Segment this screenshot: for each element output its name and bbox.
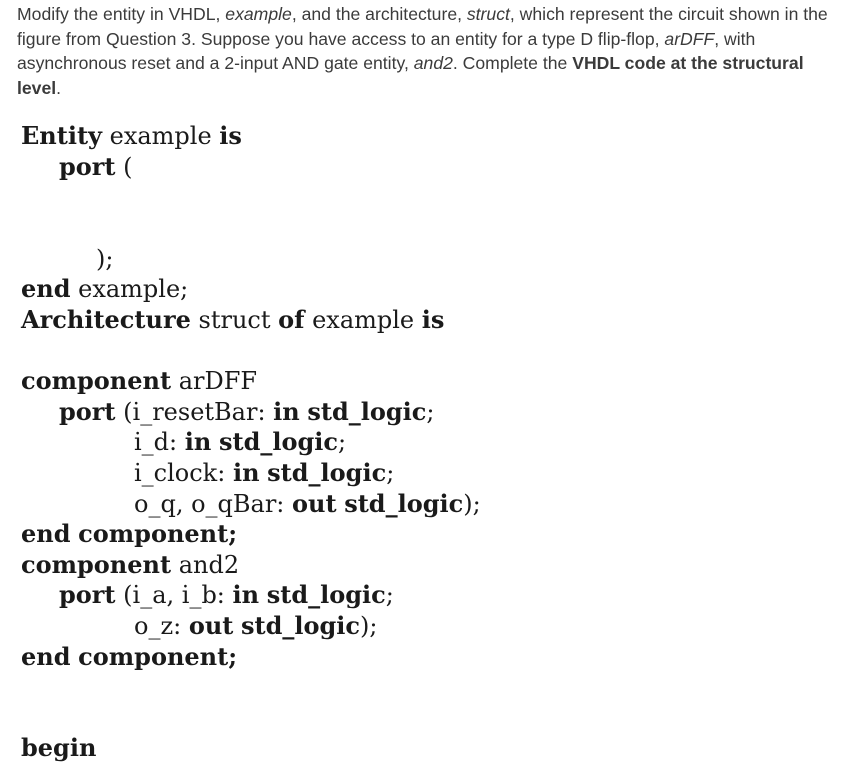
- code-line-architecture: Architecture struct of example is: [21, 305, 445, 334]
- code-line-port-open: port (: [59, 152, 133, 181]
- code-line-entity: Entity example is: [21, 121, 242, 150]
- code-line-begin: begin: [21, 733, 97, 762]
- code-line-port-clock: i_clock: in std_logic;: [134, 458, 395, 487]
- question-text: Modify the entity in VHDL, example, and the architecture, struct, which represent the circuit shown in the figure from Question 3. Suppose you have access to an entity for a type D flip-flop, arDFF, with asynchronous reset and a 2-input AND gate entity, and2. Complete the VHDL code at the structural level.: [17, 4, 828, 98]
- code-line-port-ab: port (i_a, i_b: in std_logic;: [59, 580, 394, 609]
- code-line-port-z: o_z: out std_logic);: [134, 611, 378, 640]
- code-line-end-component: end component;: [21, 519, 238, 548]
- code-line-port-q: o_q, o_qBar: out std_logic);: [134, 489, 481, 518]
- code-line-end-component-2: end component;: [21, 642, 238, 671]
- code-line-port-d: i_d: in std_logic;: [134, 427, 347, 456]
- code-line-port-close: );: [96, 245, 114, 273]
- code-line-component-ardff: component arDFF: [21, 366, 258, 395]
- code-line-port-resetbar: port (i_resetBar: in std_logic;: [59, 397, 435, 426]
- code-line-end-entity: end example;: [21, 274, 189, 303]
- code-line-component-and2: component and2: [21, 550, 240, 579]
